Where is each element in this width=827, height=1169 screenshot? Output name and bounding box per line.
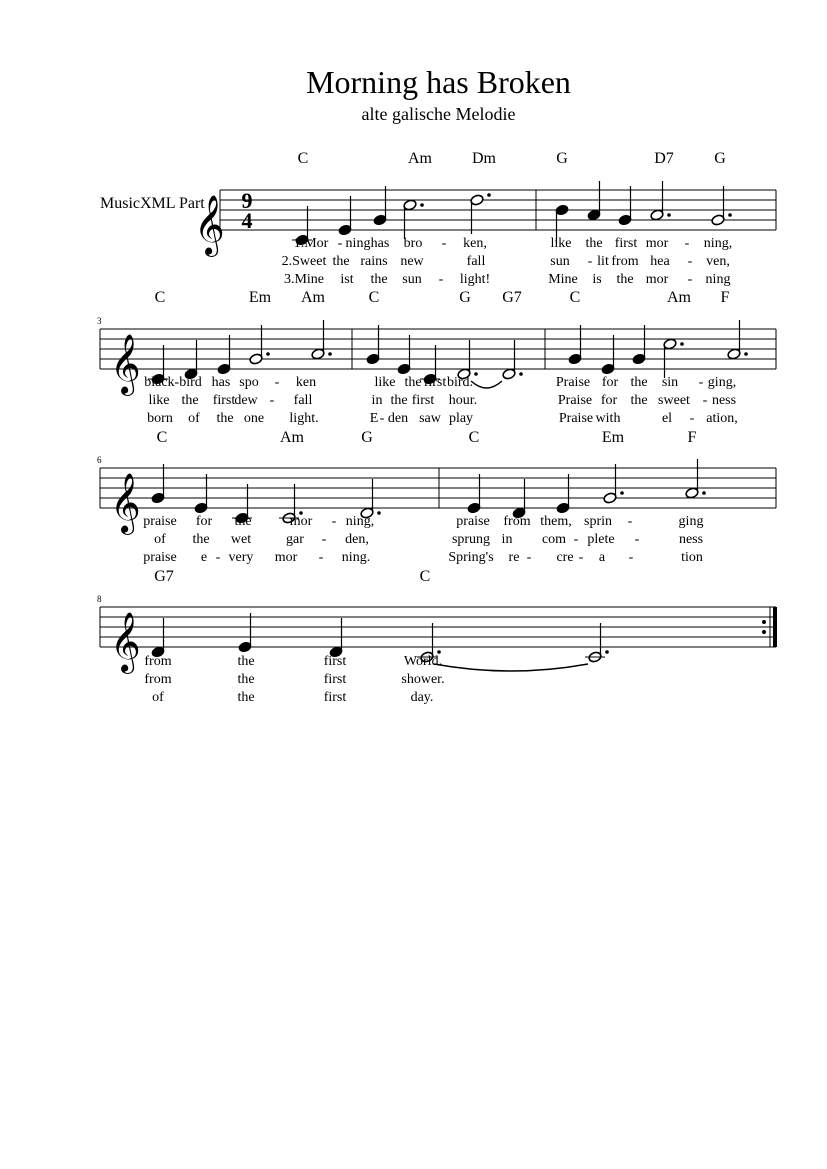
- lyric-hyphen: -: [318, 550, 324, 565]
- lyric-hyphen: -: [627, 514, 633, 529]
- lyric-syllable: of: [154, 532, 166, 547]
- lyric-syllable: rains: [360, 254, 388, 269]
- augmentation-dot: [680, 342, 684, 346]
- lyric-syllable: fall: [466, 254, 486, 269]
- measure-number: 6: [97, 455, 102, 465]
- chord-symbol: Am: [408, 150, 432, 167]
- lyric-syllable: el: [661, 411, 673, 426]
- lyric-syllable: of: [152, 690, 164, 705]
- lyric-syllable: for: [601, 375, 619, 390]
- lyric-hyphen: -: [689, 411, 695, 426]
- lyric-syllable: ning,: [703, 236, 733, 251]
- lyric-syllable: the: [192, 532, 210, 547]
- lyric-syllable: new: [400, 254, 424, 269]
- lyric-syllable: born: [147, 411, 173, 426]
- lyric-hyphen: -: [438, 272, 444, 287]
- chord-symbol: G: [714, 150, 726, 167]
- lyric-syllable: like: [374, 375, 396, 390]
- time-signature-denominator: 4: [241, 208, 253, 233]
- lyric-syllable: from: [144, 654, 172, 669]
- lyric-syllable: first: [323, 654, 347, 669]
- augmentation-dot: [519, 372, 523, 376]
- lyric-syllable: the: [181, 393, 199, 408]
- augmentation-dot: [420, 203, 424, 207]
- lyric-syllable: Praise: [557, 393, 593, 408]
- chord-symbol: G: [459, 289, 471, 306]
- lyric-syllable: ation,: [706, 411, 738, 426]
- lyric-hyphen: -: [379, 411, 385, 426]
- lyric-hyphen: -: [698, 375, 704, 390]
- treble-clef: 𝄞: [110, 473, 141, 533]
- lyric-syllable: lit: [597, 254, 609, 269]
- lyric-syllable: black-bird: [144, 375, 202, 390]
- treble-clef: 𝄞: [110, 334, 141, 394]
- lyric-syllable: dew: [234, 393, 258, 408]
- lyric-syllable: has: [370, 236, 390, 251]
- augmentation-dot: [377, 511, 381, 515]
- measure-number: 8: [97, 594, 102, 604]
- lyric-syllable: with: [595, 411, 621, 426]
- score-subtitle: alte galische Melodie: [361, 104, 516, 124]
- lyric-syllable: from: [144, 672, 172, 687]
- lyric-syllable: bro: [403, 236, 423, 251]
- augmentation-dot: [728, 213, 732, 217]
- chord-symbol: G7: [154, 568, 174, 585]
- chord-symbol: Am: [280, 429, 304, 446]
- chord-symbol: F: [720, 289, 730, 306]
- lyric-syllable: light!: [459, 272, 491, 287]
- lyric-syllable: mor: [289, 514, 313, 529]
- lyric-syllable: mor: [645, 236, 669, 251]
- chord-symbol: C: [156, 429, 168, 446]
- lyric-syllable: ging: [678, 514, 704, 529]
- lyric-hyphen: -: [702, 393, 708, 408]
- lyric-syllable: ning: [705, 272, 731, 287]
- lyric-syllable: ist: [340, 272, 354, 287]
- chord-symbol: G7: [502, 289, 522, 306]
- lyric-syllable: first: [423, 375, 447, 390]
- lyric-syllable: re: [508, 550, 520, 565]
- augmentation-dot: [474, 372, 478, 376]
- lyric-syllable: ness: [678, 532, 704, 547]
- lyric-syllable: sin: [661, 375, 679, 390]
- lyric-syllable: in: [371, 393, 383, 408]
- lyric-syllable: praise: [456, 514, 490, 529]
- augmentation-dot: [620, 491, 624, 495]
- lyric-syllable: mor: [274, 550, 298, 565]
- lyric-syllable: spo: [239, 375, 259, 390]
- lyric-syllable: ning,: [345, 514, 375, 529]
- lyric-syllable: has: [211, 375, 231, 390]
- lyric-hyphen: -: [573, 532, 579, 547]
- treble-clef: 𝄞: [194, 195, 225, 255]
- part-name: MusicXML Part: [100, 195, 205, 212]
- lyric-hyphen: -: [441, 236, 447, 251]
- lyric-hyphen: -: [634, 532, 640, 547]
- lyric-syllable: the: [216, 411, 234, 426]
- lyric-syllable: the: [237, 672, 255, 687]
- lyric-syllable: 2.Sweet: [281, 254, 327, 269]
- lyric-hyphen: -: [587, 254, 593, 269]
- augmentation-dot: [702, 491, 706, 495]
- lyric-syllable: from: [611, 254, 639, 269]
- lyric-syllable: of: [188, 411, 200, 426]
- lyric-syllable: gar: [286, 532, 304, 547]
- treble-clef: 𝄞: [110, 612, 141, 672]
- lyric-hyphen: -: [687, 272, 693, 287]
- chord-symbol: Dm: [472, 150, 496, 167]
- lyric-syllable: first: [323, 690, 347, 705]
- lyric-syllable: sprung: [451, 532, 491, 547]
- lyric-syllable: the: [237, 654, 255, 669]
- lyric-hyphen: -: [215, 550, 221, 565]
- chord-symbol: C: [569, 289, 581, 306]
- augmentation-dot: [744, 352, 748, 356]
- lyric-syllable: Praise: [558, 411, 594, 426]
- lyric-syllable: for: [195, 514, 213, 529]
- lyric-syllable: ven,: [706, 254, 730, 269]
- lyric-syllable: World.: [403, 654, 443, 669]
- lyric-syllable: mor: [645, 272, 669, 287]
- lyric-syllable: the: [234, 514, 252, 529]
- lyric-syllable: first: [323, 672, 347, 687]
- lyric-syllable: saw: [419, 411, 441, 426]
- chord-symbol: C: [154, 289, 166, 306]
- lyric-hyphen: -: [274, 375, 280, 390]
- augmentation-dot: [605, 650, 609, 654]
- lyric-syllable: wet: [230, 532, 252, 547]
- chord-symbol: Am: [301, 289, 325, 306]
- lyric-syllable: very: [228, 550, 254, 565]
- lyric-syllable: praise: [143, 514, 177, 529]
- lyric-syllable: hea: [650, 254, 670, 269]
- lyric-syllable: sweet: [658, 393, 690, 408]
- lyric-syllable: fall: [293, 393, 313, 408]
- repeat-dot: [762, 630, 766, 634]
- lyric-syllable: plete: [587, 532, 615, 547]
- lyric-hyphen: -: [269, 393, 275, 408]
- lyric-syllable: Spring's: [448, 550, 494, 565]
- lyric-syllable: praise: [143, 550, 177, 565]
- lyric-syllable: one: [243, 411, 265, 426]
- lyric-syllable: the: [616, 272, 634, 287]
- tie: [434, 664, 588, 671]
- lyric-syllable: the: [370, 272, 388, 287]
- lyric-syllable: hour.: [448, 393, 478, 408]
- lyric-hyphen: -: [321, 532, 327, 547]
- lyric-syllable: a: [598, 550, 606, 565]
- lyric-syllable: ning.: [341, 550, 371, 565]
- lyric-syllable: E: [369, 411, 379, 426]
- chord-symbol: Em: [248, 289, 272, 306]
- lyric-syllable: the: [237, 690, 255, 705]
- chord-symbol: G: [361, 429, 373, 446]
- lyric-syllable: first: [212, 393, 236, 408]
- lyric-hyphen: -: [684, 236, 690, 251]
- lyric-syllable: ken: [295, 375, 317, 390]
- lyric-syllable: the: [585, 236, 603, 251]
- lyric-syllable: bird.: [446, 375, 474, 390]
- lyric-syllable: Mine: [548, 272, 578, 287]
- lyric-hyphen: -: [337, 236, 343, 251]
- lyric-syllable: ness: [711, 393, 737, 408]
- chord-symbol: Am: [667, 289, 691, 306]
- score-title: Morning has Broken: [306, 64, 571, 100]
- lyric-syllable: sprin: [584, 514, 612, 529]
- lyric-syllable: ken,: [463, 236, 487, 251]
- tie: [471, 381, 502, 388]
- lyric-syllable: sun: [402, 272, 422, 287]
- chord-symbol: Em: [601, 429, 625, 446]
- lyric-syllable: 1.Mor: [293, 236, 329, 251]
- measure-number: 3: [97, 316, 102, 326]
- lyric-syllable: is: [592, 272, 602, 287]
- lyric-syllable: den,: [345, 532, 369, 547]
- lyric-syllable: Praise: [555, 375, 591, 390]
- augmentation-dot: [667, 213, 671, 217]
- chord-symbol: C: [419, 568, 431, 585]
- lyric-syllable: e: [200, 550, 208, 565]
- lyric-syllable: shower.: [401, 672, 445, 687]
- lyric-syllable: ging,: [707, 375, 737, 390]
- chord-symbol: F: [687, 429, 697, 446]
- augmentation-dot: [487, 193, 491, 197]
- chord-symbol: D7: [654, 150, 674, 167]
- lyric-syllable: play: [448, 411, 474, 426]
- lyric-syllable: like: [148, 393, 170, 408]
- augmentation-dot: [266, 352, 270, 356]
- lyric-hyphen: -: [526, 550, 532, 565]
- lyric-syllable: com: [541, 532, 567, 547]
- lyric-syllable: day.: [410, 690, 434, 705]
- lyric-syllable: first: [614, 236, 638, 251]
- lyric-syllable: 3.Mine: [283, 272, 325, 287]
- chord-symbol: C: [368, 289, 380, 306]
- repeat-dot: [762, 620, 766, 624]
- time-signature-numerator: 9: [241, 188, 253, 213]
- lyric-syllable: in: [501, 532, 513, 547]
- lyric-syllable: first: [411, 393, 435, 408]
- lyric-syllable: like: [550, 236, 572, 251]
- lyric-hyphen: -: [687, 254, 693, 269]
- lyric-syllable: den: [387, 411, 409, 426]
- lyric-syllable: from: [503, 514, 531, 529]
- lyric-syllable: cre: [556, 550, 574, 565]
- lyric-syllable: the: [390, 393, 408, 408]
- chord-symbol: G: [556, 150, 568, 167]
- lyric-syllable: them,: [540, 514, 572, 529]
- lyric-syllable: light.: [289, 411, 319, 426]
- lyric-syllable: the: [630, 375, 648, 390]
- lyric-hyphen: -: [578, 550, 584, 565]
- lyric-syllable: sun: [550, 254, 570, 269]
- chord-symbol: C: [468, 429, 480, 446]
- augmentation-dot: [328, 352, 332, 356]
- lyric-syllable: ning: [345, 236, 371, 251]
- lyric-syllable: tion: [681, 550, 703, 565]
- chord-symbol: C: [297, 150, 309, 167]
- lyric-hyphen: -: [628, 550, 634, 565]
- lyric-syllable: the: [630, 393, 648, 408]
- lyric-hyphen: -: [331, 514, 337, 529]
- lyric-syllable: the: [404, 375, 422, 390]
- lyric-syllable: for: [600, 393, 618, 408]
- lyric-syllable: the: [332, 254, 350, 269]
